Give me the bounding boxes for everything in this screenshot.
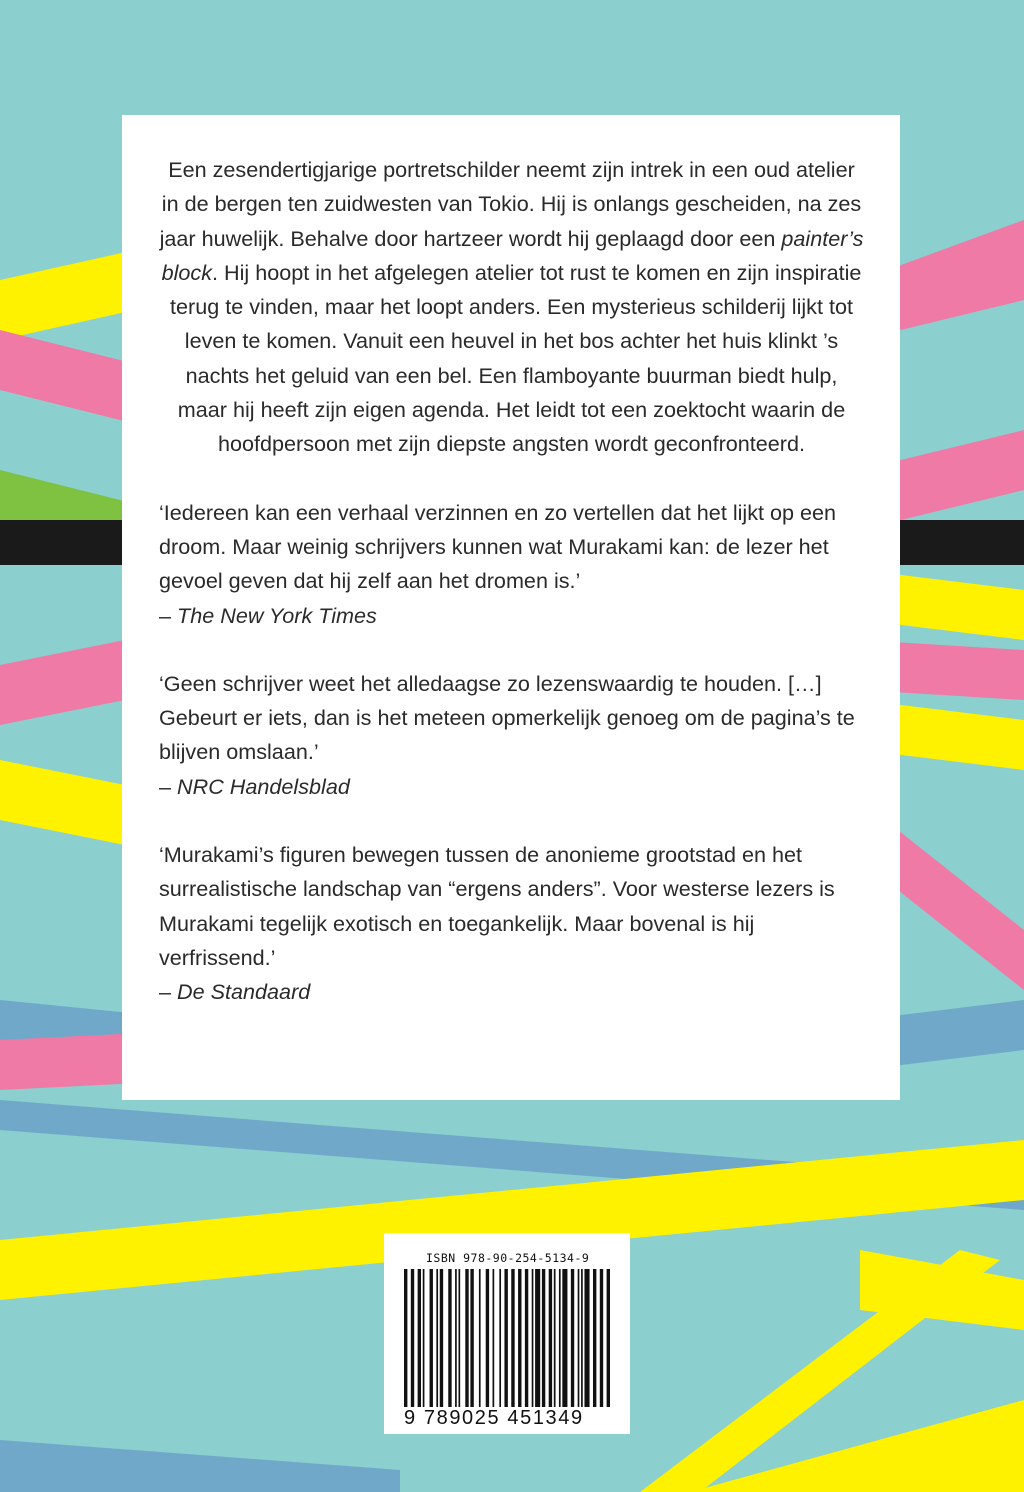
review-quote-text: ‘Geen schrijver weet het alledaagse zo lezenswaardig te houden. […] Gebeurt er iets, dan is het meteen opmerkelijk genoeg om de pagina’s te blijven omslaan.’ [159,670,855,765]
attribution-dash: – [159,979,178,1005]
barcode-bar [411,1269,414,1407]
barcode-bar [418,1269,421,1407]
barcode-bar [578,1269,580,1407]
barcode-bar [532,1269,534,1407]
barcode-bar [465,1269,468,1407]
review-quote [159,496,864,633]
barcode-bar [499,1269,501,1407]
barcode-bar [600,1269,603,1407]
barcode-bar [493,1269,495,1407]
barcode-bar [458,1269,460,1407]
barcode-bar [525,1269,528,1407]
barcode-bar [440,1269,443,1407]
synopsis-part-1: Een zesendertigjarige portretschilder neemt zijn intrek in een oud atelier in de bergen ten zuidwesten van Tokio. Hij is onlangs gescheiden, na zes jaar huwelijk. Behalve door hartzeer wordt hij geplaagd door een [159,157,862,251]
review-quote-attribution [159,975,864,1009]
review-quote [159,667,864,804]
barcode-bar [504,1269,507,1407]
barcode-bar [581,1269,583,1407]
review-quote-attribution [159,770,864,804]
barcode-bar [549,1269,552,1407]
back-cover-text-panel [122,115,900,1100]
barcode-digits: 9 789025 451349 [404,1407,584,1429]
review-quote-attribution [159,599,864,633]
barcode-bar [404,1269,407,1407]
synopsis [159,153,864,462]
barcode-bar [607,1269,610,1407]
barcode-bar [423,1269,425,1407]
isbn-label: ISBN 978-90-254-5134-9 [426,1251,590,1265]
barcode-bar [593,1269,596,1407]
review-quote-text: ‘Murakami’s figuren bewegen tussen de anonieme grootstad en het surrealistische landschap van “ergens anders”. Voor westerse lezers is Murakami tegelijk exotisch en toegankelijk. Maar bovenal is hij verfrissend.’ [159,842,835,970]
review-source: The New York Times [177,602,377,628]
attribution-dash: – [159,602,178,628]
barcode-bar [571,1269,574,1407]
review-quote-text: ‘Iedereen kan een verhaal verzinnen en zo vertellen dat het lijkt op een droom. Maar weinig schrijvers kunnen wat Murakami kan: de lezer het gevoel geven dat hij zelf aan het dromen is.’ [159,499,837,594]
barcode-bar [584,1269,589,1407]
barcode-bar [554,1269,556,1407]
barcode-bar [511,1269,514,1407]
synopsis-part-2: . Hij hoopt in het afgelegen atelier tot rust te komen en zijn inspiratie terug te vinden, maar het loopt anders. Een mysterieus schilderij lijkt tot leven te komen. Vanuit een heuvel in het bos achter het huis klinkt ’s nachts het geluid van een bel. Een flamboyante buurman biedt hulp, maar hij heeft zijn eigen agenda. Het leidt tot een zoektocht waarin de hoofdpersoon met zijn diepste angsten wordt geconfronteerd. [170,259,862,457]
barcode-bar [479,1269,481,1407]
review-source: De Standaard [177,979,311,1005]
attribution-dash: – [159,773,178,799]
review-source: NRC Handelsblad [177,773,350,799]
barcode-bar [486,1269,489,1407]
barcode-bar [542,1269,545,1407]
barcode-bar [436,1269,438,1407]
barcode-bar [559,1269,561,1407]
barcode-bar [455,1269,457,1407]
review-quote [159,838,864,1009]
barcode-bar [448,1269,451,1407]
barcode-bar [470,1269,473,1407]
barcode-bar [518,1269,521,1407]
barcode-icon [400,1269,614,1411]
stripe-blue-bottom [0,1440,400,1492]
barcode-bar [562,1269,567,1407]
barcode-box [384,1233,630,1434]
synopsis-italic: painter’s block [161,225,864,285]
barcode-bar [535,1269,540,1407]
barcode-bar [430,1269,433,1407]
